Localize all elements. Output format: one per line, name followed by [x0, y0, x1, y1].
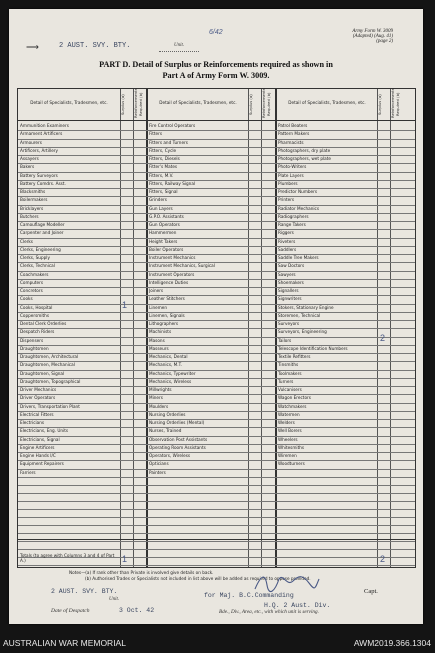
- trade-cell: Tinsmiths: [278, 362, 299, 368]
- trade-cell: Despatch Riders: [20, 329, 55, 335]
- trade-cell: Woodturners: [278, 461, 305, 467]
- trade-cell: Joiners: [149, 288, 164, 293]
- trade-cell: Draughtsmen, Architectural: [20, 354, 79, 359]
- trade-cell: Computers: [20, 279, 43, 285]
- trade-cell: Pharmacists: [278, 139, 304, 145]
- signature-unit-label: Unit.: [109, 597, 120, 602]
- archive-footer: [0, 634, 435, 653]
- trade-cell: Vulcanisers: [278, 387, 302, 392]
- blank-row-rule: [18, 509, 415, 510]
- page-number: 6/42: [209, 29, 223, 36]
- title-line2: Part A of Army Form W. 3009.: [162, 71, 270, 80]
- trade-cell: Coachmakers: [20, 271, 49, 277]
- blank-row-rule: [18, 485, 415, 486]
- trade-cell: Telescope Identification Numbers: [278, 345, 348, 351]
- trade-cell: Textile Refitters: [278, 354, 311, 359]
- total-col3: 2: [380, 554, 386, 564]
- date-label: Date of Despatch: [51, 608, 90, 614]
- trade-cell: Clerks, Engineering: [20, 246, 61, 252]
- trade-cell: Farriers: [20, 469, 36, 475]
- trade-cell: Electrical Fitters: [20, 411, 54, 417]
- trade-cell: Fitters, Cycle: [149, 147, 177, 153]
- blank-row-rule: [18, 541, 415, 542]
- trade-cell: Linemen, Signals: [149, 312, 185, 318]
- trade-cell: Fitters, Railway Signal: [149, 180, 196, 186]
- trade-cell: Bakers: [20, 164, 35, 170]
- trade-cell: Plate Layers: [278, 172, 304, 178]
- trade-cell: Electricians, Eng. Units: [20, 428, 69, 434]
- note-line2: (b) Authorised Trades or Specialists not included in list above will be added as required to oppose provided.: [85, 576, 311, 581]
- form-page: [9, 9, 423, 624]
- trade-cell: Miners: [149, 395, 163, 401]
- trade-cell: Patrol Beaters: [278, 123, 308, 128]
- unit-dotted-line: [159, 51, 199, 52]
- row-rule: [18, 477, 415, 478]
- trade-cell: Dental Clerk Orderlies: [20, 321, 67, 326]
- blank-row-rule: [18, 493, 415, 494]
- form-ref: [352, 29, 393, 44]
- trade-cell: Watchmakers: [278, 403, 307, 409]
- trade-cell: Well Borers: [278, 428, 302, 434]
- trade-cell: Concretors: [20, 288, 43, 293]
- trade-cell: Wiremen: [278, 453, 297, 458]
- trade-cell: Draughtsmen, Topographical: [20, 378, 81, 384]
- trade-cell: Clerks: [20, 238, 33, 244]
- trade-cell: Opticians: [149, 461, 169, 467]
- footer-left: AUSTRALIAN WAR MEMORIAL: [3, 638, 126, 648]
- totals-label: Totals (to agree with Columns 3 and 4 of Part A.): [20, 553, 115, 563]
- trade-cell: Fire Control Operators: [149, 123, 196, 128]
- trade-cell: Draughtsmen, Mechanical: [20, 362, 75, 368]
- trade-cell: Fitters: [149, 131, 163, 137]
- header-reinf-3: Reinforcements Required (b): [390, 88, 400, 118]
- trade-cell: Operating Room Assistants: [149, 444, 206, 450]
- signature-signed: for Maj. B.C.Commanding: [204, 592, 294, 599]
- header-specialists-2: Detail of Specialists, Tradesmen, etc.: [159, 100, 237, 105]
- trade-cell: Mechanics, Dental: [149, 354, 188, 359]
- trade-cell: Watermen: [278, 411, 300, 417]
- trade-cell: Surveyors: [278, 321, 300, 326]
- trade-cell: Fitters and Turners: [149, 139, 188, 145]
- trade-cell: Leather Stitchers: [149, 296, 185, 302]
- trade-cell: Artificers, Artillery: [20, 147, 58, 153]
- trade-cell: Blacksmiths: [20, 189, 46, 194]
- trade-cell: Sawyers: [278, 271, 296, 277]
- trade-cell: Photographers, wet plate: [278, 156, 331, 161]
- trade-cell: Signallers: [278, 288, 299, 293]
- trade-cell: Fitters, Signal: [149, 189, 178, 194]
- footer-right: AWM2019.366.1304: [353, 638, 431, 648]
- trade-cell: Ammunition Examiners: [20, 123, 69, 128]
- trade-cell: Cooks, Hospital: [20, 304, 53, 310]
- trade-cell: Masseurs: [149, 345, 169, 351]
- trade-cell: Nurses, Trained: [149, 428, 182, 434]
- trade-cell: Grinders: [149, 197, 167, 203]
- total-col1: 1: [122, 554, 128, 564]
- trade-cell: Riveters: [278, 238, 296, 244]
- trade-cell: G.P.O. Assistants: [149, 213, 184, 219]
- blank-row-rule: [18, 565, 415, 566]
- trade-cell: Gun Operators: [149, 222, 180, 227]
- trade-cell: Plumbers: [278, 180, 298, 186]
- trade-cell: Operators, Wireless: [149, 453, 191, 458]
- trade-cell: Saddle Tree Makers: [278, 255, 319, 260]
- trade-cell: Driver Operators: [20, 395, 56, 401]
- trade-cell: Clerks, Technical: [20, 263, 55, 269]
- unit-typed: 2 AUST. SVY. BTY.: [59, 42, 131, 50]
- trade-cell: Pattern Makers: [278, 131, 310, 137]
- trade-cell: Engine Hands I/C: [20, 453, 56, 458]
- unit-label: Unit.: [174, 43, 185, 48]
- trade-cell: Engine Artificers: [20, 444, 55, 450]
- trade-cell: Drivers, Transportation Plant: [20, 403, 80, 409]
- header-specialists-1: Detail of Specialists, Tradesmen, etc.: [30, 100, 108, 105]
- signature-hq: H.Q. 2 Aust. Div.: [264, 602, 331, 609]
- trade-cell: Photographers, dry plate: [278, 147, 331, 153]
- trade-cell: Intelligence Duties: [149, 279, 189, 285]
- form-line3: (page 2): [376, 39, 393, 44]
- trade-cell: Instrument Mechanics, Surgical: [149, 263, 215, 269]
- trade-cell: Wheelers: [278, 436, 298, 442]
- trade-cell: Masons: [149, 337, 165, 343]
- trade-cell: Stokers, Stationary Engine: [278, 304, 334, 310]
- trade-cell: Photo-Writers: [278, 164, 307, 170]
- trade-cell: Tailors: [278, 337, 292, 343]
- trade-cell: Electricians, Signal: [20, 436, 60, 442]
- trade-cell: Battery Surveyors: [20, 172, 58, 178]
- arrow-mark-icon: ⟶: [26, 42, 39, 52]
- trade-cell: Linemen: [149, 304, 168, 310]
- trade-cell: Signwriters: [278, 296, 302, 302]
- form-line1: Army Form W. 3009: [352, 29, 393, 34]
- trade-cell: Painters: [149, 469, 166, 475]
- trade-cell: Saw Doctors: [278, 263, 305, 269]
- trade-cell: Lithographers: [149, 321, 179, 326]
- title-line1: PART D. Detail of Surplus or Reinforcements required as shown in: [99, 60, 333, 69]
- trade-cell: Machinists: [149, 329, 172, 335]
- trade-cell: Camouflage Modeller: [20, 222, 65, 227]
- trade-cell: Cooks: [20, 296, 33, 302]
- trade-cell: Boilermakers: [20, 197, 48, 203]
- specialists-table: [17, 88, 416, 568]
- form-line2: (Adapted) (Aug. 41): [352, 34, 393, 39]
- blank-row-rule: [18, 517, 415, 518]
- signature-rank: Capt.: [364, 588, 378, 595]
- trade-cell: Mechanics, Typewriter: [149, 370, 196, 376]
- trade-cell: Battery Comdrs. Asst.: [20, 180, 66, 186]
- trade-cell: Boiler Operators: [149, 246, 184, 252]
- trade-cell: Printers: [278, 197, 295, 203]
- bde-line: Bde., Div., Area, etc., with which unit is serving.: [219, 609, 319, 615]
- trade-cell: Toolmakers: [278, 370, 302, 376]
- trade-cell: Fitter's Mates: [149, 164, 178, 170]
- note-line1: Notes—(a) If rank other than Private is involved give details on back.: [69, 570, 214, 575]
- trade-cell: Instrument Mechanics: [149, 255, 196, 260]
- trade-cell: Surveyors, Engineering: [278, 329, 327, 335]
- trade-cell: Mechanics, M.T.: [149, 362, 183, 368]
- trade-cell: Carpenter and Joiner: [20, 230, 64, 236]
- entry-surveyors-surplus: 2: [380, 333, 386, 343]
- blank-row-rule: [18, 525, 415, 526]
- date-value: 3 Oct. 42: [119, 607, 155, 614]
- trade-cell: [278, 469, 376, 477]
- header-surplus-3: Surplus (a): [377, 94, 382, 115]
- trade-cell: Wagon Erectors: [278, 395, 311, 401]
- trade-cell: Riggers: [278, 230, 294, 236]
- header-specialists-3: Detail of Specialists, Tradesmen, etc.: [288, 100, 366, 105]
- trade-cell: Height Takers: [149, 238, 178, 244]
- trade-cell: Bricklayers: [20, 205, 44, 211]
- trade-cell: Clerks, Supply: [20, 255, 50, 260]
- trade-cell: Saddlers: [278, 246, 297, 252]
- header-surplus-1: Surplus (a): [120, 94, 125, 115]
- trade-cell: Instrument Operators: [149, 271, 195, 277]
- trade-cell: Draughtsmen, Signal: [20, 370, 65, 376]
- entry-cooks-surplus: 1: [122, 300, 128, 310]
- trade-cell: Gun Layers: [149, 205, 173, 211]
- trade-cell: Driver Mechanics: [20, 387, 57, 392]
- trade-cell: Electricians: [20, 420, 45, 425]
- trade-cell: Whitesmiths: [278, 444, 305, 450]
- trade-cell: Fitters, Diesels: [149, 156, 180, 161]
- trade-cell: Range Takers: [278, 222, 306, 227]
- blank-row-rule: [18, 549, 415, 550]
- trade-cell: Predictor Numbers: [278, 189, 318, 194]
- trade-cell: Hammermen: [149, 230, 177, 236]
- trade-cell: Assayers: [20, 156, 39, 161]
- trade-cell: Mechanics, Wireless: [149, 378, 192, 384]
- blank-row-rule: [18, 501, 415, 502]
- signature-unit: 2 AUST. SVY. BTY.: [51, 588, 118, 595]
- trade-cell: Radiographers: [278, 213, 309, 219]
- trade-cell: Shoemakers: [278, 279, 304, 285]
- trade-cell: Radiator Mechanics: [278, 205, 320, 211]
- trade-cell: Dispensers: [20, 337, 44, 343]
- trade-cell: Nursing Orderlies: [149, 411, 186, 417]
- trade-cell: Millwrights: [149, 387, 172, 392]
- trade-cell: Armament Artificers: [20, 131, 63, 137]
- header-reinf-1: Reinforcements Required (b): [133, 88, 143, 118]
- blank-row-rule: [18, 533, 415, 534]
- trade-cell: Fitters, M.V.: [149, 172, 174, 178]
- trade-cell: Nursing Orderlies (Mental): [149, 420, 205, 425]
- trade-cell: Moulders: [149, 403, 169, 409]
- header-surplus-2: Surplus (a): [248, 94, 253, 115]
- trade-cell: Draughtsmen: [20, 345, 49, 351]
- trade-cell: Observation Post Assistants: [149, 436, 208, 442]
- trade-cell: Coppersmiths: [20, 312, 50, 318]
- trade-cell: Turners: [278, 378, 294, 384]
- trade-cell: Welders: [278, 420, 295, 425]
- header-reinf-2: Reinforcements Required (b): [261, 88, 271, 118]
- trade-cell: Butchers: [20, 213, 39, 219]
- trade-cell: Storemen, Technical: [278, 312, 321, 318]
- trade-cell: Armourers: [20, 139, 42, 145]
- trade-cell: Equipment Repairers: [20, 461, 64, 467]
